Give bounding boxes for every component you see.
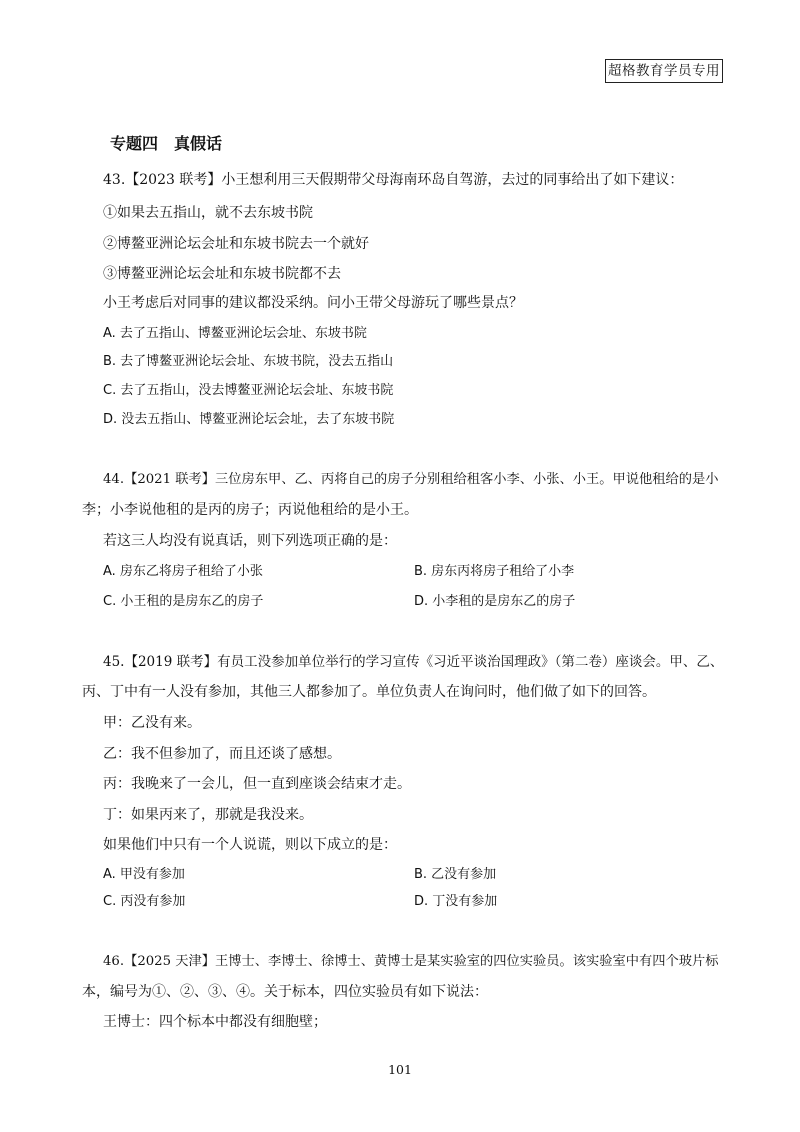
- q45-statement-4: 丁：如果丙来了，那就是我没来。: [103, 807, 313, 823]
- q45-option-c: C. 丙没有参加: [103, 894, 186, 909]
- q43-option-d: D. 没去五指山、博鳌亚洲论坛会址，去了东坡书院: [103, 412, 395, 427]
- q44-stem-line-1: 44.【2021 联考】三位房东甲、乙、丙将自己的房子分别租给租客小李、小张、小王。甲说他租给的是小: [103, 472, 719, 487]
- q44-option-d: D. 小李租的是房东乙的房子: [414, 594, 576, 609]
- q43-stem: 43.【2023 联考】小王想利用三天假期带父母海南环岛自驾游，去过的同事给出了如下建议：: [103, 172, 684, 188]
- q46-stem-line-2: 本，编号为①、②、③、④。关于标本，四位实验员有如下说法：: [82, 984, 488, 1000]
- q45-stem-line-2: 丙、丁中有一人没有参加，其他三人都参加了。单位负责人在询问时，他们做了如下的回答。: [82, 684, 656, 700]
- q45-option-a: A. 甲没有参加: [103, 867, 185, 882]
- q44-stem-line-2: 李；小李说他租的是丙的房子；丙说他租给的是小王。: [82, 502, 418, 518]
- q45-option-d: D. 丁没有参加: [414, 894, 498, 909]
- q45-statement-2: 乙：我不但参加了，而且还谈了感想。: [103, 746, 341, 762]
- section-title: 专题四 真假话: [110, 134, 223, 153]
- q43-option-c: C. 去了五指山，没去博鳌亚洲论坛会址、东坡书院: [103, 383, 394, 398]
- usage-badge: 超格教育学员专用: [605, 59, 723, 83]
- q44-option-a: A. 房东乙将房子租给了小张: [103, 564, 263, 579]
- q43-statement-1: ①如果去五指山，就不去东坡书院: [103, 205, 313, 221]
- q46-statement-1: 王博士：四个标本中都没有细胞壁；: [103, 1014, 327, 1030]
- q45-question: 如果他们中只有一个人说谎，则以下成立的是：: [103, 837, 397, 853]
- q45-statement-3: 丙：我晚来了一会儿，但一直到座谈会结束才走。: [103, 776, 411, 792]
- q43-question: 小王考虑后对同事的建议都没采纳。问小王带父母游玩了哪些景点？: [103, 295, 523, 311]
- q43-option-a: A. 去了五指山、博鳌亚洲论坛会址、东坡书院: [103, 326, 367, 341]
- q43-statement-2: ②博鳌亚洲论坛会址和东坡书院去一个就好: [103, 236, 369, 252]
- page-number: 101: [388, 1062, 412, 1077]
- q44-question: 若这三人均没有说真话，则下列选项正确的是：: [103, 533, 397, 549]
- q45-stem-line-1: 45.【2019 联考】有员工没参加单位举行的学习宣传《习近平谈治国理政》（第二卷）座谈会。甲、乙、: [103, 654, 724, 670]
- q44-option-b: B. 房东丙将房子租给了小李: [414, 564, 575, 579]
- q45-statement-1: 甲：乙没有来。: [103, 715, 201, 731]
- q46-stem-line-1: 46.【2025 天津】王博士、李博士、徐博士、黄博士是某实验室的四位实验员。该实验室中有四个玻片标: [103, 954, 719, 969]
- q43-option-b: B. 去了博鳌亚洲论坛会址、东坡书院，没去五指山: [103, 354, 394, 369]
- q43-statement-3: ③博鳌亚洲论坛会址和东坡书院都不去: [103, 266, 341, 282]
- q44-option-c: C. 小王租的是房东乙的房子: [103, 594, 264, 609]
- q45-option-b: B. 乙没有参加: [414, 867, 497, 882]
